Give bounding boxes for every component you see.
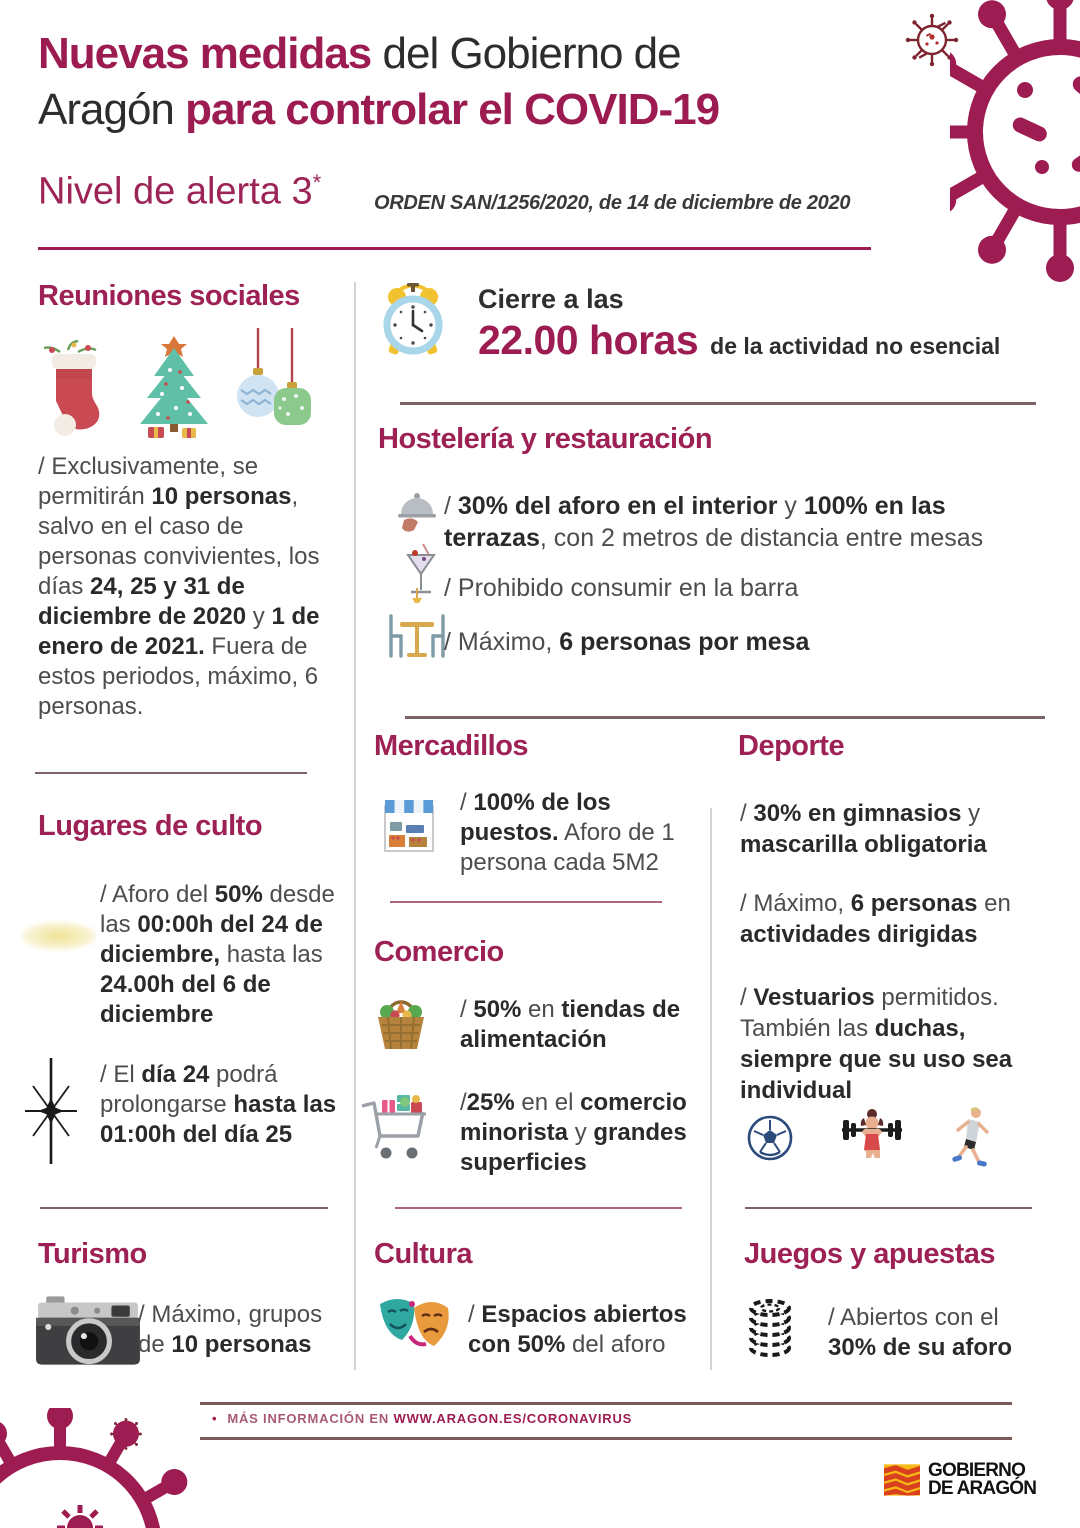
running-icon [950,1106,990,1170]
section-title-cultura: Cultura [374,1238,472,1270]
closure-prefix: Cierre a las [478,284,624,314]
column-divider [354,282,356,1370]
juegos-text: / Abiertos con el 30% de su aforo [828,1304,1013,1361]
cultura-text: / Espacios abiertos con 50% del aforo [468,1301,687,1358]
grocery-basket-icon [372,993,430,1053]
divider [405,716,1045,719]
title-line-1: Nuevas medidas del Gobierno de [38,29,681,78]
gobierno-aragon-logo [884,1462,1036,1497]
logo-line-2: DE ARAGÓN [928,1477,1037,1499]
theater-masks-icon [376,1292,456,1352]
footer-info-url: WWW.ARAGON.ES/CORONAVIRUS [393,1411,633,1426]
serving-cloche-icon [396,490,438,534]
christmas-baubles-icon [234,328,312,440]
section-title-hosteleria: Hostelería y restauración [378,423,713,455]
aragon-flag-icon [884,1464,920,1496]
hosteleria-bullet-3: / Máximo, 6 personas por mesa [444,628,810,656]
christmas-tree-icon [130,332,218,440]
candle-glow-icon [22,922,96,950]
footer-divider-top [200,1402,1012,1405]
table-chairs-icon [386,586,448,666]
deporte-bullet-3: / Vestuarios permitidos. También las duchas, siempre que su uso sea individual [740,984,1013,1104]
divider [35,772,307,774]
alert-asterisk: * [312,170,322,195]
section-title-comercio: Comercio [374,936,504,968]
footer-info [212,1411,632,1426]
culto-bullet-1: / Aforo del 50% desde las 00:00h del 24 de diciembre, hasta las 24.00h del 6 de diciembre [100,881,335,1028]
sport-icons-row [746,1106,991,1170]
comercio-bullet-1: / 50% en tiendas de alimentación [460,996,681,1053]
hosteleria-bullet-1: / 30% del aforo en el interior y 100% en las terrazas, con 2 metros de distancia entre mesas [444,492,984,552]
soccer-ball-icon [746,1114,794,1162]
section-title-mercadillos: Mercadillos [374,730,529,762]
divider [390,901,662,903]
closure-suffix: de la actividad no esencial [710,333,1001,359]
divider [745,1207,1032,1209]
coronavirus-icon [950,0,1080,282]
deporte-bullet-2: / Máximo, 6 personas en actividades dirigidas [740,890,1011,948]
market-stall-icon [382,798,436,854]
culto-bullet-2: / El día 24 podrá prolongarse hasta las 01:00h del día 25 [100,1061,337,1148]
section-title-deporte: Deporte [738,730,845,762]
order-reference: ORDEN SAN/1256/2020, de 14 de diciembre de 2020 [374,192,851,214]
footer-info-prefix: MÁS INFORMACIÓN EN [227,1411,390,1426]
alarm-clock-icon [380,282,446,358]
reuniones-text: / Exclusivamente, se permitirán 10 personas, salvo en el caso de personas convivientes, los días 24, 25 y 31 de diciembre de 2020 y 1 de enero de 2021. Fuera de estos periodos, máximo, 6 personas. [38,453,320,720]
divider [400,402,1036,405]
page-title [38,26,883,138]
hosteleria-bullet-2: / Prohibido consumir en la barra [444,574,799,602]
mercadillos-text: / 100% de los puestos. Aforo de 1 persona cada 5M2 [460,789,675,876]
footer-bullet: • [212,1411,218,1426]
logo-line-1: GOBIERNO [928,1460,1026,1481]
star-icon [22,1056,80,1166]
weightlifting-icon [840,1108,904,1168]
divider [395,1207,682,1209]
casino-chips-icon [746,1296,794,1358]
comercio-bullet-2: /25% en el comercio minorista y grandes superficies [460,1089,687,1176]
logo-text [928,1462,1036,1497]
footer-divider-bottom [200,1437,1012,1440]
coronavirus-icon [0,1408,200,1528]
header-divider [38,247,871,250]
closure-time: 22.00 horas [478,317,699,363]
christmas-stocking-icon [38,340,114,440]
section-title-reuniones: Reuniones sociales [38,280,300,312]
section-title-culto: Lugares de culto [38,810,263,842]
closure-banner [478,284,1044,364]
column-divider [710,808,712,1370]
section-title-turismo: Turismo [38,1238,147,1270]
divider [40,1207,328,1209]
turismo-text: / Máximo, grupos de 10 personas [138,1301,323,1358]
alert-level: Nivel de alerta 3* [38,170,322,213]
title-line-2: Aragón para controlar el COVID-19 [38,85,720,134]
christmas-icons-row [38,322,328,440]
deporte-bullet-1: / 30% en gimnasios y mascarilla obligatoria [740,800,987,858]
shopping-cart-icon [360,1090,432,1164]
camera-icon [34,1292,142,1368]
section-title-juegos: Juegos y apuestas [744,1238,995,1270]
